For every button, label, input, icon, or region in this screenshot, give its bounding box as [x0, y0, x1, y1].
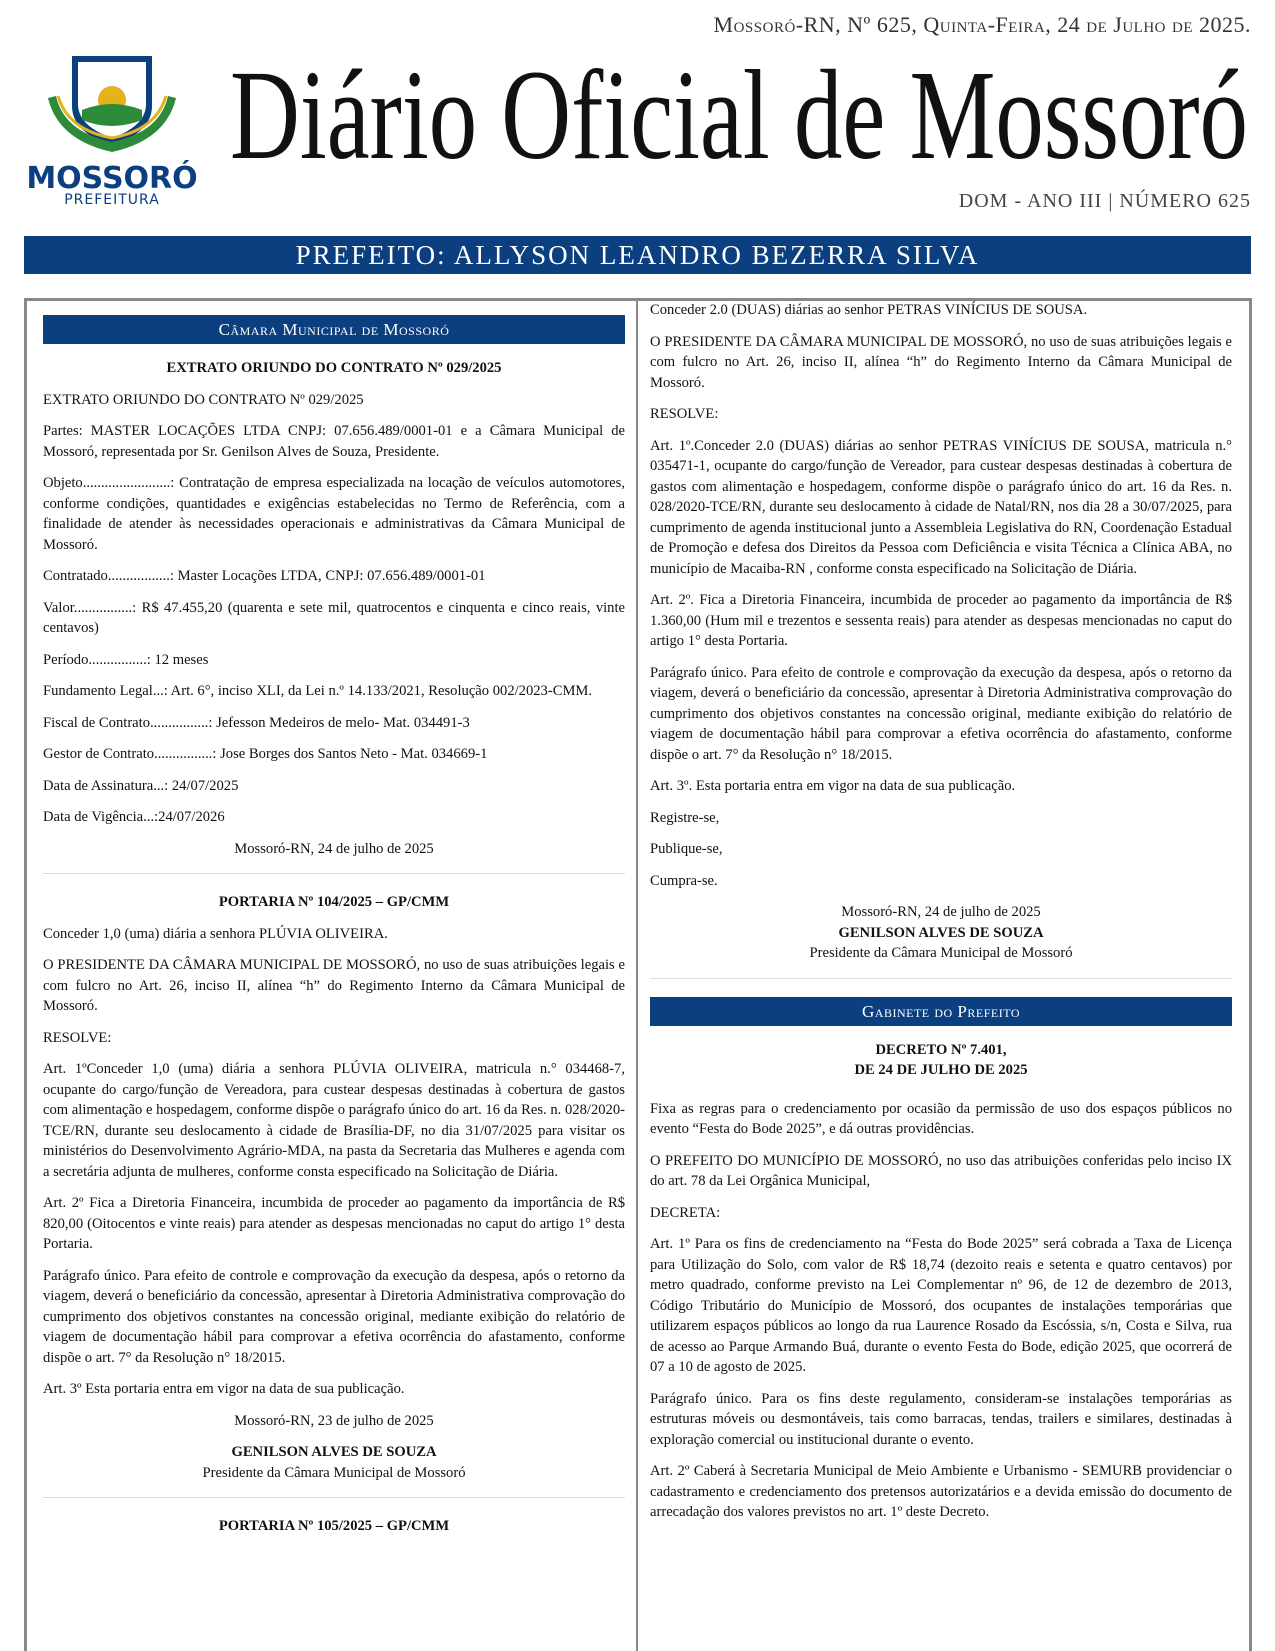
right-column [650, 300, 1232, 1534]
portaria-104-intro: Conceder 1,0 (uma) diária a senhora PLÚVIA OLIVEIRA. [43, 925, 388, 942]
section-header-gabinete: Gabinete do Prefeito [650, 997, 1232, 1026]
portaria-105-presidente: O PRESIDENTE DA CÂMARA MUNICIPAL DE MOSSORÓ, no uso de suas atribuições legais e com fulcro no Art. 26, inciso II, alínea “h” do Regimento Interno da Câmara Municipal de Mossoró. [650, 333, 1232, 391]
extrato-subtitle: EXTRATO ORIUNDO DO CONTRATO Nº 029/2025 [43, 391, 364, 408]
portaria-105-date: Mossoró-RN, 24 de julho de 2025 [841, 904, 1041, 920]
extrato-fundamento: Fundamento Legal...: Art. 6°, inciso XLI, da Lei n.º 14.133/2021, Resolução 002/2023-CMM. [43, 683, 593, 699]
decreto-art1: Art. 1º Para os fins de credenciamento na “Festa do Bode 2025” será cobrada a Taxa de Licença para Utilização do Solo, com valor de R$ 18,74 (dezoito reais e setenta e quatro centavos) por metro quadrado, conforme previsto na Lei Complementar nº 96, de 12 de dezembro de 2013, Código Tributário do Município de Mossoró, dos ocupantes de instalações temporárias que utilizarem espaços públicos ao longo da rua Laurence Rosado da Escóssia, s/n, Costa e Silva, rua de acesso ao Parque Armando Buá, durante o evento Festa do Bode, edição 2025, que ocorrerá de 07 a 10 de agosto de 2025. [650, 1236, 1232, 1375]
publique-se: Publique-se, [650, 841, 723, 857]
portaria-104-art3: Art. 3º Esta portaria entra em vigor na data de sua publicação. [43, 1381, 405, 1397]
separator [43, 1497, 625, 1498]
portaria-104-date: Mossoró-RN, 23 de julho de 2025 [234, 1412, 434, 1429]
portaria-105-signature-role: Presidente da Câmara Municipal de Mossoró [809, 945, 1073, 961]
decreto-art2: Art. 2º Caberá à Secretaria Municipal de Meio Ambiente e Urbanismo - SEMURB providenciar o cadastramento e credenciamento dos pretensos autorizatários e a devida emissão do documento de arrecadação dos valores previstos no art. 1º deste Decreto. [650, 1463, 1232, 1520]
decreto-title-line2: DE 24 DE JULHO DE 2025 [854, 1062, 1028, 1078]
portaria-105-title: PORTARIA Nº 105/2025 – GP/CMM [218, 1518, 450, 1534]
portaria-105-signature-name: GENILSON ALVES DE SOUZA [838, 924, 1044, 941]
portaria-104-resolve: RESOLVE: [43, 1029, 112, 1046]
portaria-104-art1: Art. 1ºConceder 1,0 (uma) diária a senhora PLÚVIA OLIVEIRA, matricula n.° 034468-7, ocupante do cargo/função de Vereadora, para custear despesas destinadas à cobertura de gastos com alimentação e hospedagem, conforme dispõe o parágrafo único do art. 16 da Res. n. 028/2020-TCE/RN, durante seu deslocamento à cidade de Brasília-DF, no dia 31/07/2025 para visitar os ministérios do Desenvolvimento Agrário-MDA, na pasta da Secretaria das Mulheres e agenda com a secretária adjunta de mulheres, conforme consta especificado na Solicitação de Diária. [43, 1061, 625, 1180]
decreto-title-line1: DECRETO Nº 7.401, [875, 1041, 1007, 1058]
logo-subtext: PREFEITURA [64, 192, 160, 208]
extrato-contratado: Contratado.................: Master Locações LTDA, CNPJ: 07.656.489/0001-01 [43, 568, 486, 584]
decreta: DECRETA: [650, 1204, 721, 1221]
decreto-paragrafo: Parágrafo único. Para os fins deste regulamento, consideram-se instalações temporárias as estruturas móveis ou desmontáveis, tais como barracas, tendas, trailers e similares, destinadas à exploração comercial ou institucional durante o evento. [650, 1390, 1232, 1448]
extrato-valor: Valor................: R$ 47.455,20 (quarenta e sete mil, quatrocentos e cinquenta e cinco reais, vinte centavos) [43, 599, 625, 636]
column-divider [636, 298, 638, 1651]
portaria-104-signature-role: Presidente da Câmara Municipal de Mossoró [202, 1464, 466, 1481]
portaria-105-intro: Conceder 2.0 (DUAS) diárias ao senhor PETRAS VINÍCIUS DE SOUSA. [650, 302, 1088, 318]
masthead-title: Diário Oficial de Mossoró [230, 44, 1248, 180]
portaria-105-art3: Art. 3º. Esta portaria entra em vigor na data de sua publicação. [650, 778, 1016, 794]
decreto-prefeito: O PREFEITO DO MUNICÍPIO DE MOSSORÓ, no uso das atribuições conferidas pelo inciso IX do art. 78 da Lei Orgânica Municipal, [650, 1152, 1232, 1189]
extrato-partes: Partes: MASTER LOCAÇÕES LTDA CNPJ: 07.656.489/0001-01 e a Câmara Municipal de Mossoró, representada por Sr. Genilson Alves de Souza, Presidente. [43, 423, 625, 460]
registre-se: Registre-se, [650, 809, 720, 826]
portaria-104-art2: Art. 2º Fica a Diretoria Financeira, incumbida de proceder ao pagamento da importância de R$ 820,00 (Oitocentos e vinte reais) para atender as despesas mencionadas no caput do artigo 1° desta Portaria. [43, 1195, 625, 1252]
portaria-105-resolve: RESOLVE: [650, 406, 719, 422]
masthead [230, 40, 1252, 180]
extrato-title: EXTRATO ORIUNDO DO CONTRATO Nº 029/2025 [166, 360, 502, 376]
portaria-105-art2: Art. 2º. Fica a Diretoria Financeira, incumbida de proceder ao pagamento da importância de R$ 1.360,00 (Hum mil e trezentos e sessenta reais) para atender as despesas mencionadas no caput do artigo 1° desta Portaria. [650, 592, 1232, 649]
portaria-104-paragrafo: Parágrafo único. Para efeito de controle e comprovação da execução da despesa, após o retorno da viagem, deverá o beneficiário da concessão, apresentar à Diretoria Administrativa comprovação do cumprimento dos objetivos constantes na concessão original, mediante exibição do relatório de viagem de documentação hábil para comprovar a efetiva ocorrência do afastamento, conforme dispõe o art. 7° da Resolução n° 18/2015. [43, 1267, 625, 1366]
extrato-periodo: Período................: 12 meses [43, 651, 209, 668]
portaria-105-paragrafo: Parágrafo único. Para efeito de controle e comprovação da execução da despesa, após o retorno da viagem, deverá o beneficiário da concessão, apresentar à Diretoria Administrativa comprovação do cumprimento dos objetivos constantes na concessão original, mediante exibição do relatório de viagem de documentação hábil para comprovar a efetiva ocorrência do afastamento, conforme dispõe o art. 7° da Resolução n° 18/2015. [650, 664, 1232, 763]
portaria-104-title: PORTARIA Nº 104/2025 – GP/CMM [218, 894, 450, 910]
extrato-assinatura: Data de Assinatura...: 24/07/2025 [43, 777, 239, 794]
mayor-banner: PREFEITO: ALLYSON LEANDRO BEZERRA SILVA [24, 236, 1251, 274]
extrato-gestor: Gestor de Contrato................: Jose Borges dos Santos Neto - Mat. 034669-1 [43, 746, 488, 762]
separator [43, 873, 625, 874]
cumpra-se: Cumpra-se. [650, 872, 718, 889]
decreto-ementa: Fixa as regras para o credenciamento por ocasião da permissão de uso dos espaços públicos no evento “Festa do Bode 2025”, e dá outras providências. [650, 1100, 1232, 1137]
section-header-camara: Câmara Municipal de Mossoró [43, 315, 625, 344]
dateline: Mossoró-RN, Nº 625, Quinta-Feira, 24 de Julho de 2025. [713, 12, 1251, 37]
left-column [43, 315, 625, 1548]
separator [650, 978, 1232, 979]
extrato-objeto: Objeto........................: Contratação de empresa especializada na locação de veículos automotores, conforme condições, quantidades e exigências estabelecidas no Termo de Referência, com a finalidade de atender às necessidades operacionais e administrativas da Câmara Municipal de Mossoró. [43, 475, 625, 553]
portaria-104-signature-name: GENILSON ALVES DE SOUZA [231, 1444, 437, 1460]
portaria-105-art1: Art. 1º.Conceder 2.0 (DUAS) diárias ao senhor PETRAS VINÍCIUS DE SOUSA, matricula n.° 035471-1, ocupante do cargo/função de Vereador, para custear despesas destinadas à cobertura de gastos com alimentação e hospedagem, conforme dispõe o parágrafo único do art. 16 da Res. n. 028/2020-TCE/RN, durante seu deslocamento à cidade de Natal/RN, nos dia 28 a 30/07/2025, para cumprimento de agenda institucional junto a Assembleia Legislativa do RN, Coordenação Estadual de Promoção e defesa dos Direitos da Pessoa com Deficiência e visita Técnica a Clínica ABA, no município de Macaiba-RN , conforme consta especificado na Solicitação de Diária. [650, 437, 1232, 577]
extrato-fiscal: Fiscal de Contrato................: Jefesson Medeiros de melo- Mat. 034491-3 [43, 714, 470, 731]
extrato-vigencia: Data de Vigência...:24/07/2026 [43, 809, 225, 825]
extrato-date: Mossoró-RN, 24 de julho de 2025 [234, 840, 434, 857]
portaria-104-presidente: O PRESIDENTE DA CÂMARA MUNICIPAL DE MOSSORÓ, no uso de suas atribuições legais e com fulcro no Art. 26, inciso II, alínea “h” do Regimento Interno da Câmara Municipal de Mossoró. [43, 957, 625, 1014]
prefeitura-logo [22, 48, 202, 208]
edition-number: DOM - ANO III | NÚMERO 625 [958, 190, 1251, 212]
logo-text: MOSSORÓ [26, 161, 198, 196]
